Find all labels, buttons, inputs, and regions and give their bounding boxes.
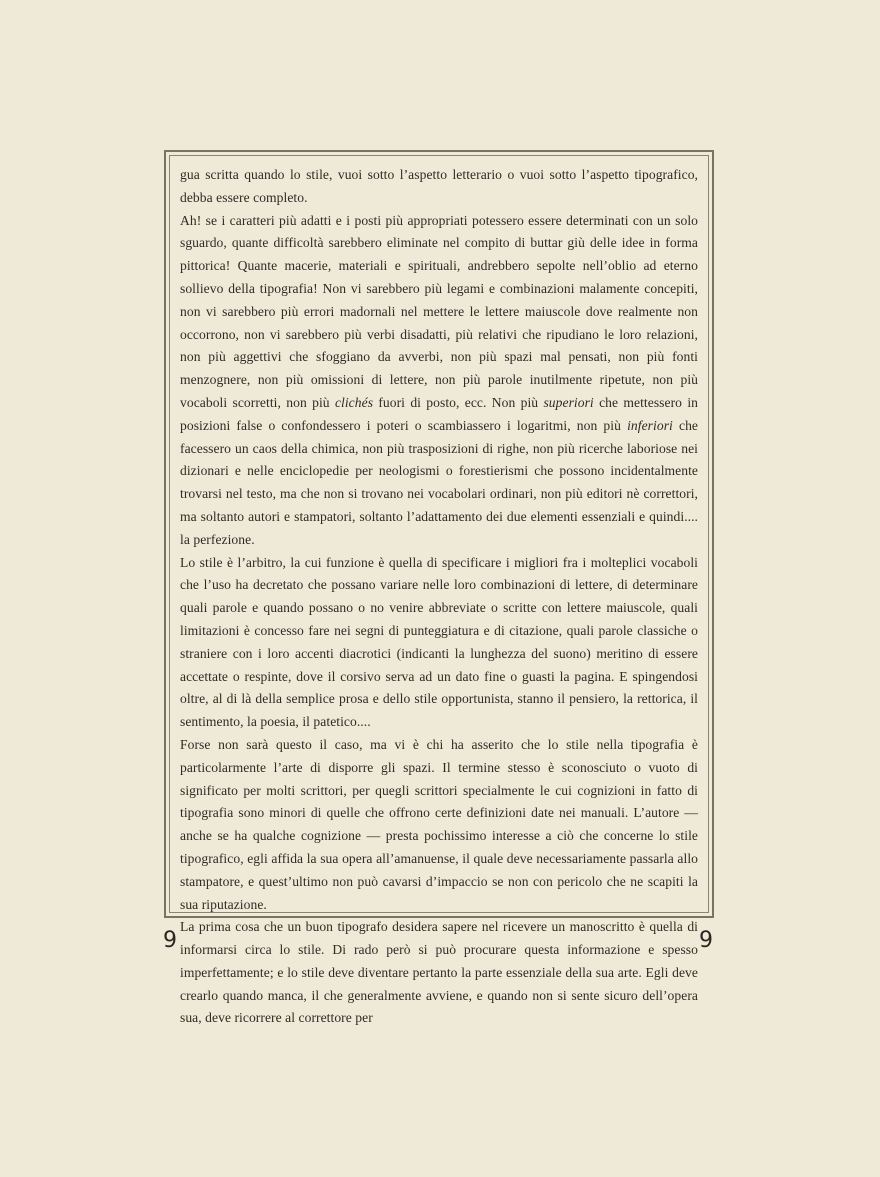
paragraph-2 xyxy=(180,210,698,552)
italic-superiori: superiori xyxy=(543,394,594,410)
paragraph-3-text: Lo stile è l’arbitro, la cui funzione è quella di specificare i migliori fra i molteplici vocaboli che l’uso ha decretato che possano variare nelle loro combinazioni di lettere, di determinare quali parole e quando possano o no venire abbreviate o scritte con lettere maiuscole, quali limitazioni è concesso fare nei segni di punteggiatura e di citazione, quali parole classiche o straniere con i loro accenti diacrotici (indicanti la lunghezza del suono) meritino di essere accettate o respinte, dove il corsivo serva ad un dato fine o guasti la pagina. E spingendosi oltre, al di là della semplice prosa e dello stile opportunista, stanno il pensiero, la rettorica, il sentimento, la poesia, il patetico.... xyxy=(180,554,698,730)
page-number-left: 9 xyxy=(163,928,177,953)
paragraph-3 xyxy=(180,552,698,734)
body-text xyxy=(180,164,698,1026)
paragraph-2-text-b: fuori di posto, ecc. Non più xyxy=(373,394,544,410)
paragraph-4-text: Forse non sarà questo il caso, ma vi è chi ha asserito che lo stile nella tipografia è particolarmente l’arte di disporre gli spazi. Il termine stesso è sconosciuto o vuoto di significato per molti scrittori, per quegli scrittori specialmente le cui cognizioni in fatto di tipografia sono minori di quelle che offrono certe definizioni date nei manuali. L’autore — anche se ha qualche cognizione — presta pochissimo interesse a ciò che concerne lo stile tipografico, egli affida la sua opera all’amanuense, il quale deve necessariamente passarla allo stampatore, e quest’ultimo non può cavarsi d’impaccio se non con pericolo che ne scapiti la sua riputazione. xyxy=(180,736,698,912)
page-number-right: 9 xyxy=(699,928,713,953)
paragraph-5 xyxy=(180,916,698,1030)
italic-cliches: clichés xyxy=(334,394,374,410)
paragraph-5-text: La prima cosa che un buon tipografo desidera sapere nel ricevere un manoscritto è quella di informarsi circa lo stile. Di rado però si può procurare questa informazione e spesso imperfettamente; e lo stile deve diventare pertanto la parte essenziale della sua arte. Egli deve crearlo quando manca, il che generalmente avviene, e quando non si sente sicuro dell’opera sua, deve ricorrere al correttore per xyxy=(180,919,698,1026)
paragraph-1 xyxy=(180,164,698,210)
paragraph-2-text-c: che mettessero in posizioni false o confondessero i poteri o scambiassero i logaritmi, non più xyxy=(180,394,698,433)
paragraph-1-text: gua scritta quando lo stile, vuoi sotto l’aspetto letterario o vuoi sotto l’aspetto tipografico, debba essere completo. xyxy=(180,167,698,205)
paragraph-2-text-d: che facessero un caos della chimica, non più trasposizioni di righe, non più ricerche laboriose nei dizionari e nelle enciclopedie per neologismi o forestierismi che possono incidentalmente trovarsi nel testo, ma che non si trovano nei vocabolari ordinari, non più editori nè correttori, ma soltanto autori e stampatori, soltanto l’adattamento dei due elementi essenziali e quindi.... la perfezione. xyxy=(180,417,698,547)
paragraph-2-text-a: Ah! se i caratteri più adatti e i posti più appropriati potessero essere determinati con un solo sguardo, quante difficoltà sarebbero eliminate nel compito di buttar giù delle idee in forma pittorica! Quante macerie, materiali e spirituali, andrebbero sepolte nell’oblio ad eterno sollievo della tipografia! Non vi sarebbero più legami e combinazioni malamente concepiti, non vi sarebbero più errori madornali nel mettere le lettere maiuscole dove realmente non occorrono, non vi sarebbero più verbi disadatti, più relativi che ripudiano le loro relazioni, non più aggettivi che sfoggiano da avverbi, non più spazi mal pensati, non più fonti menzognere, non più omissioni di lettere, non più parole inutilmente ripetute, non più vocaboli scorretti, non più xyxy=(180,212,698,410)
paragraph-4 xyxy=(180,734,698,916)
italic-inferiori: inferiori xyxy=(627,417,673,433)
